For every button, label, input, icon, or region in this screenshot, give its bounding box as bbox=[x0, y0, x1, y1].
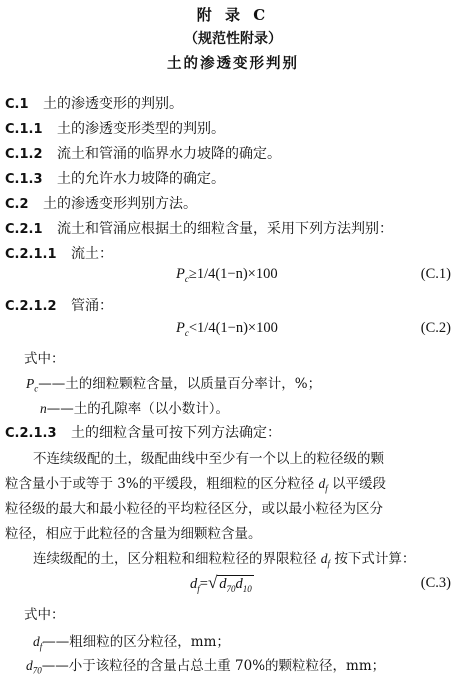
paragraph-text: 粒含量小于或等于 3%的平缓段，粗细粒的区分粒径 bbox=[5, 476, 319, 492]
clause-text: 土的渗透变形的判别。 bbox=[42, 96, 183, 112]
paragraph-text: 连续级配的土，区分粗粒和细粒粒径的界限粒径 bbox=[33, 551, 321, 567]
formula-equals: = bbox=[199, 576, 208, 592]
formula-subscript: f bbox=[197, 583, 200, 594]
paragraph-line: 不连续级配的土，级配曲线中至少有一个以上的粒径级的颗 bbox=[33, 451, 384, 467]
inline-symbol: d bbox=[320, 551, 328, 566]
formula-subscript: c bbox=[184, 327, 189, 338]
clause-c2-1-1 bbox=[5, 243, 113, 263]
formula-c3 bbox=[190, 573, 254, 594]
paragraph-line bbox=[33, 547, 415, 569]
clause-c2 bbox=[5, 193, 197, 213]
definition-symbol: P bbox=[26, 376, 35, 391]
sqrt-body bbox=[217, 575, 254, 592]
clause-text: 流土和管涌的临界水力坡降的确定。 bbox=[56, 146, 281, 162]
definition-n bbox=[40, 397, 229, 417]
where-label: 式中： bbox=[24, 607, 65, 623]
paragraph-line: 粒径，相应于此粒径的含量为细颗粒含量。 bbox=[5, 526, 262, 542]
clause-number: C.1 bbox=[5, 97, 29, 112]
formula-subscript: 70 bbox=[226, 583, 236, 594]
formula-symbol: d bbox=[190, 576, 198, 592]
formula-rhs: ≥1/4(1−n)×100 bbox=[188, 266, 278, 282]
formula-symbol: P bbox=[176, 320, 185, 336]
appendix-heading: 土的渗透变形判别 bbox=[167, 55, 299, 72]
definition-symbol: n bbox=[40, 401, 47, 416]
clause-c2-1-3 bbox=[5, 422, 281, 442]
definition-subscript: f bbox=[39, 641, 43, 652]
definition-pc bbox=[26, 372, 321, 394]
equation-number-c1: (C.1) bbox=[420, 266, 451, 282]
clause-text: 土的渗透变形类型的判别。 bbox=[56, 121, 225, 137]
inline-subscript: f bbox=[325, 483, 328, 494]
clause-number: C.2 bbox=[5, 197, 29, 212]
definition-text: ——小于该粒径的含量占总土重 70%的颗粒粒径，mm； bbox=[41, 658, 386, 674]
definition-text: ——粗细粒的区分粒径，mm； bbox=[42, 634, 230, 650]
clause-c1-3 bbox=[5, 168, 225, 188]
clause-number: C.1.2 bbox=[5, 147, 43, 162]
clause-text: 土的细粒含量可按下列方法确定： bbox=[70, 425, 281, 441]
definition-text: ——土的细粒颗粒含量，以质量百分率计，%； bbox=[38, 376, 322, 392]
definition-text: ——土的孔隙率（以小数计）。 bbox=[46, 401, 229, 417]
clause-c1-1 bbox=[5, 118, 225, 138]
definition-df bbox=[33, 630, 230, 652]
where-label: 式中： bbox=[24, 351, 65, 367]
equation-number-c2: (C.2) bbox=[420, 320, 451, 336]
definition-subscript: 70 bbox=[32, 665, 42, 676]
paragraph-line bbox=[5, 472, 386, 494]
definition-symbol: d bbox=[26, 658, 33, 673]
paragraph-text: 以平缓段 bbox=[327, 476, 387, 492]
clause-number: C.2.1 bbox=[5, 222, 43, 237]
formula-symbol: d bbox=[219, 576, 227, 592]
paragraph-text: 按下式计算： bbox=[330, 551, 416, 567]
formula-symbol: P bbox=[176, 266, 185, 282]
equation-number-c3: (C.3) bbox=[420, 575, 451, 591]
sqrt-sign: √ bbox=[207, 573, 218, 592]
clause-number: C.2.1.2 bbox=[5, 299, 57, 314]
formula-symbol: d bbox=[235, 576, 243, 592]
inline-symbol: d bbox=[318, 476, 326, 491]
clause-text: 土的允许水力坡降的确定。 bbox=[56, 171, 225, 187]
clause-c2-1 bbox=[5, 218, 393, 238]
appendix-title: 附 录 C bbox=[196, 6, 270, 24]
clause-number: C.2.1.3 bbox=[5, 426, 57, 441]
clause-number: C.1.1 bbox=[5, 122, 43, 137]
paragraph-line: 粒径级的最大和最小粒径的平均粒径区分，或以最小粒径为区分 bbox=[5, 501, 383, 517]
clause-text: 流土： bbox=[70, 246, 113, 262]
formula-rhs: <1/4(1−n)×100 bbox=[188, 320, 278, 336]
clause-text: 土的渗透变形判别方法。 bbox=[42, 196, 197, 212]
clause-number: C.1.3 bbox=[5, 172, 43, 187]
definition-symbol: d bbox=[33, 634, 40, 649]
clause-c1-2 bbox=[5, 143, 281, 163]
appendix-subtitle: （规范性附录） bbox=[184, 31, 282, 47]
formula-subscript: c bbox=[184, 273, 189, 284]
inline-subscript: f bbox=[327, 558, 331, 569]
clause-text: 流土和管涌应根据土的细粒含量，采用下列方法判别： bbox=[56, 221, 393, 237]
definition-d70 bbox=[26, 654, 385, 676]
clause-text: 管涌： bbox=[70, 298, 113, 314]
clause-number: C.2.1.1 bbox=[5, 247, 57, 262]
formula-c1 bbox=[176, 266, 278, 284]
formula-c2 bbox=[176, 320, 278, 338]
clause-c1 bbox=[5, 93, 183, 113]
formula-subscript: 10 bbox=[242, 583, 252, 594]
definition-subscript: c bbox=[34, 383, 39, 394]
clause-c2-1-2 bbox=[5, 295, 113, 315]
